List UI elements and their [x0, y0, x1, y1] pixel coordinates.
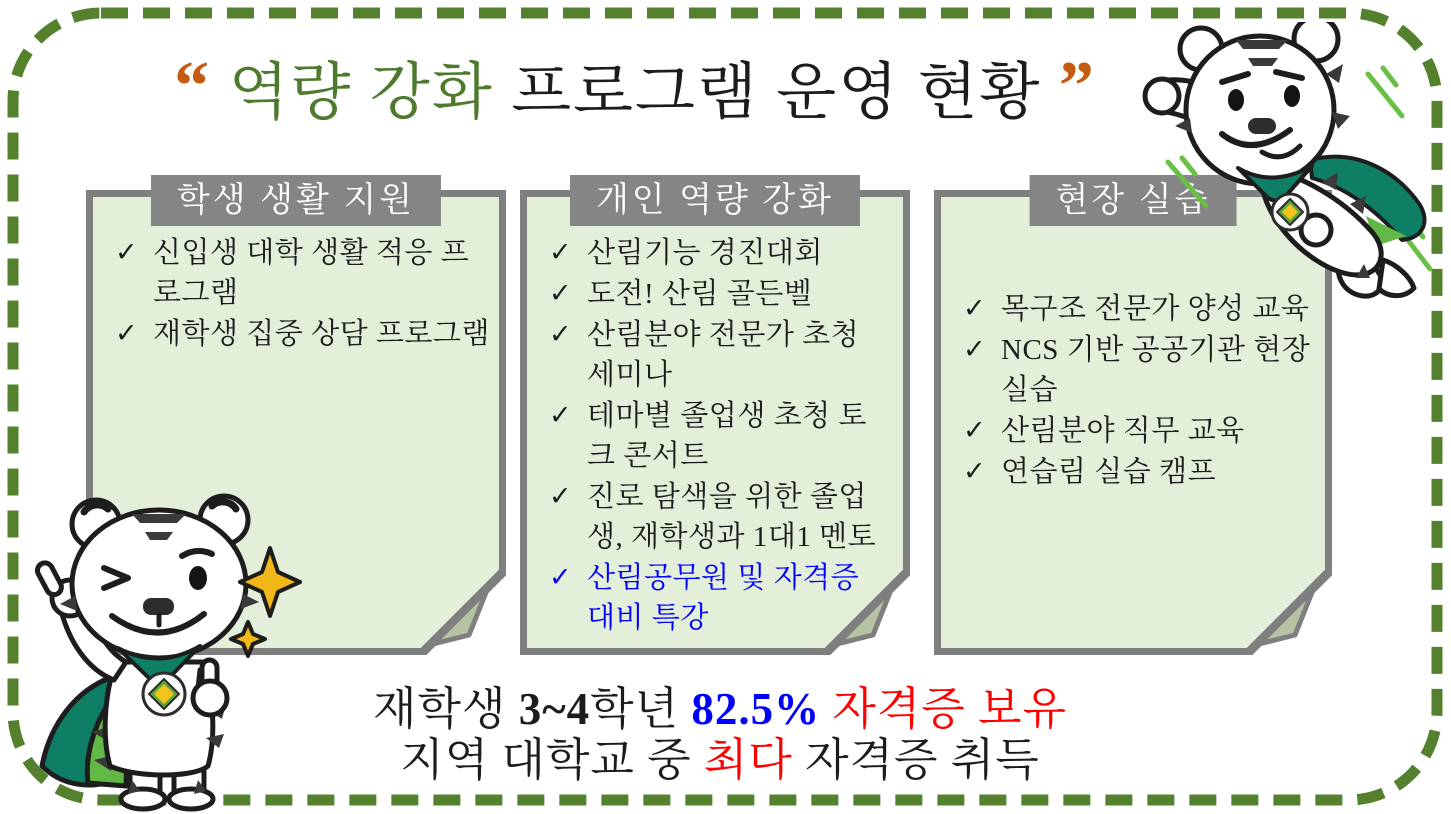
- card-item-text: NCS 기반 공공기관 현장 실습: [1001, 334, 1311, 407]
- card-item: [959, 411, 1317, 451]
- badge-emblem: [1272, 194, 1308, 230]
- card-item-text: 진로 탐색을 위한 졸업생, 재학생과 1대1 멘토: [587, 481, 877, 554]
- badge-emblem: [143, 673, 185, 715]
- card-header: 현장 실습: [1030, 175, 1237, 226]
- check-icon: ✓: [963, 334, 987, 365]
- summary-segment: 재학생: [373, 684, 519, 734]
- card-item: [545, 477, 895, 557]
- card-item: [545, 396, 895, 476]
- summary-segment: 3~4: [518, 684, 591, 734]
- check-icon: ✓: [963, 456, 987, 487]
- card-item: [111, 314, 491, 354]
- card-personal-competency: [520, 182, 910, 655]
- standing-tiger-mascot: [12, 492, 332, 814]
- card-item: [959, 330, 1317, 410]
- card-item-text: 연습림 실습 캠프: [1001, 456, 1217, 489]
- open-quote-icon: “: [174, 48, 212, 125]
- check-icon: ✓: [549, 237, 573, 267]
- summary-segment: 82.5%: [691, 684, 833, 734]
- summary-segment: 자격증 보유: [832, 684, 1067, 734]
- card-item-text: 산림분야 전문가 초청 세미나: [587, 319, 860, 392]
- check-icon: ✓: [115, 318, 139, 349]
- card-item-text: 도전! 산림 골든벨: [587, 278, 813, 311]
- card-item-text: 목구조 전문가 양성 교육: [1001, 293, 1310, 325]
- page-title: [110, 42, 1160, 131]
- check-icon: ✓: [963, 293, 987, 323]
- check-icon: ✓: [549, 400, 573, 431]
- card-item: [959, 452, 1317, 492]
- card-item-text: 테마별 졸업생 초청 토크 콘서트: [587, 400, 867, 473]
- card-header: 학생 생활 지원: [151, 175, 441, 226]
- card-item-text: 산림분야 직무 교육: [1001, 415, 1245, 448]
- summary-segment: 학년: [590, 684, 692, 734]
- summary-segment: 자격증 취득: [792, 735, 1040, 786]
- check-icon: ✓: [963, 415, 987, 446]
- folded-corner-icon: [420, 569, 506, 655]
- card-item: [111, 233, 491, 313]
- title-highlight: 역량 강화: [228, 59, 494, 127]
- flying-tiger-mascot: [1140, 22, 1451, 322]
- check-icon: ✓: [115, 237, 139, 267]
- check-icon: ✓: [549, 481, 573, 512]
- card-item-text: 산림기능 경진대회: [587, 237, 823, 269]
- card-item-text: 재학생 집중 상담 프로그램: [153, 318, 490, 351]
- card-item: [545, 274, 895, 314]
- card-item: [545, 233, 895, 273]
- card-item-text: 신입생 대학 생활 적응 프로그램: [153, 237, 470, 310]
- card-header: 개인 역량 강화: [570, 175, 860, 226]
- check-icon: ✓: [549, 319, 573, 350]
- card-item-text: 산림공무원 및 자격증 대비 특강: [587, 562, 860, 635]
- summary-segment: 지역 대학교 중: [400, 735, 704, 786]
- summary-segment: 최다: [703, 735, 793, 786]
- folded-corner-icon: [824, 569, 910, 655]
- card-item: [545, 315, 895, 395]
- check-icon: ✓: [549, 278, 573, 309]
- title-rest: 프로그램 운영 현황: [493, 59, 1042, 127]
- folded-corner-icon: [1246, 569, 1332, 655]
- close-quote-icon: ”: [1058, 48, 1096, 125]
- check-icon: ✓: [549, 562, 573, 593]
